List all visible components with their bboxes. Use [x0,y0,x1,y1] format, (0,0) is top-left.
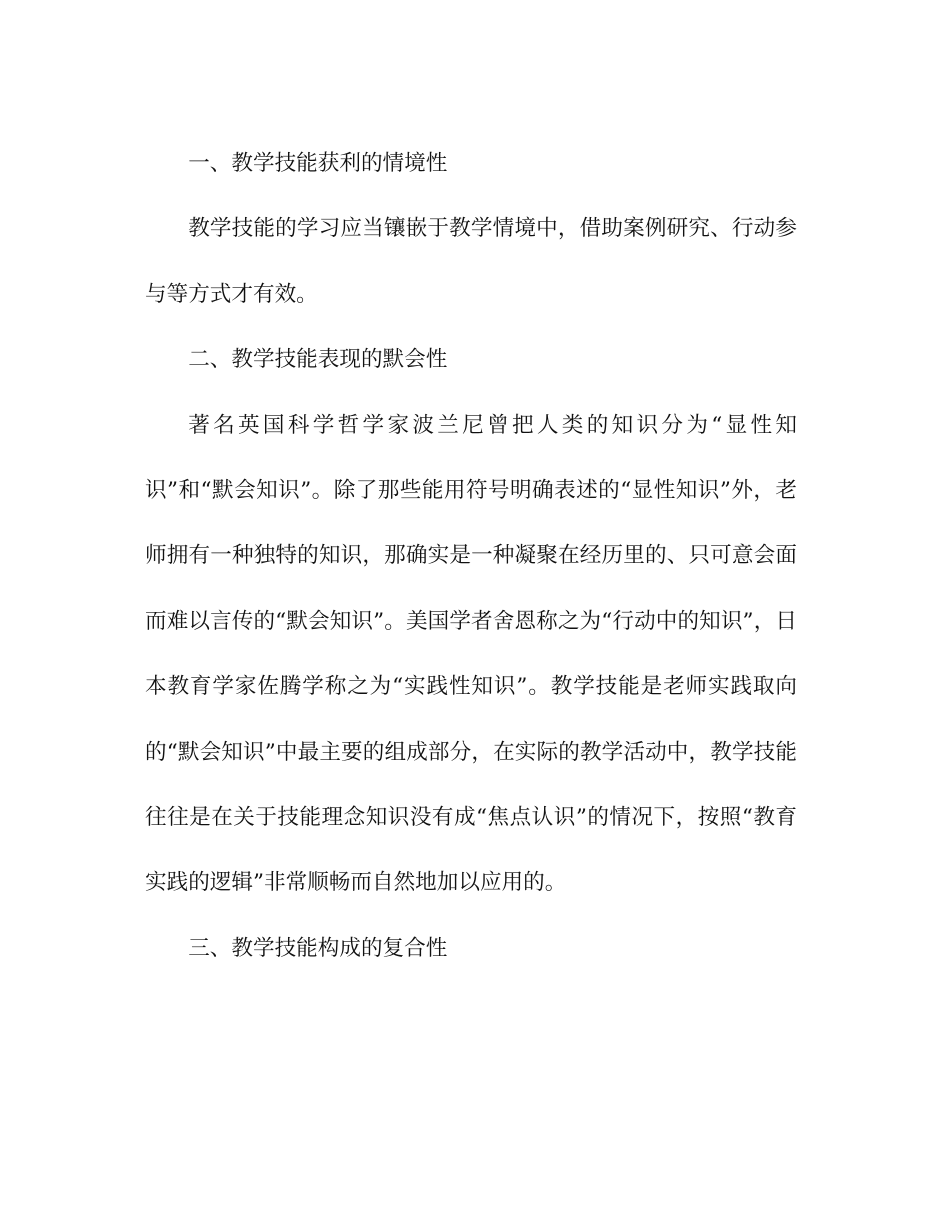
section-heading-2: 二、教学技能表现的默会性 [188,347,448,373]
document-body [145,131,797,981]
section-paragraph-1: 教学技能的学习应当镶嵌于教学情境中，借助案例研究、行动参与等方式才有效。 [145,216,797,307]
section-heading-3: 三、教学技能构成的复合性 [188,935,448,961]
section-heading-1: 一、教学技能获利的情境性 [188,151,448,176]
section-paragraph-2: 著名英国科学哲学家波兰尼曾把人类的知识分为“显性知识”和“默会知识”。除了那些能用符号明确表述的“显性知识”外，老师拥有一种独特的知识，那确实是一种凝聚在经历里的、只可意会面而难以言传的“默会知识”。美国学者舍恩称之为“行动中的知识”，日本教育学家佐腾学称之为“实践性知识”。教学技能是老师实践取向的“默会知识”中最主要的组成部分，在实际的教学活动中，教学技能往往是在关于技能理念知识没有成“焦点认识”的情况下，按照“教育实践的逻辑”非常顺畅而自然地加以应用的。 [145,412,797,896]
